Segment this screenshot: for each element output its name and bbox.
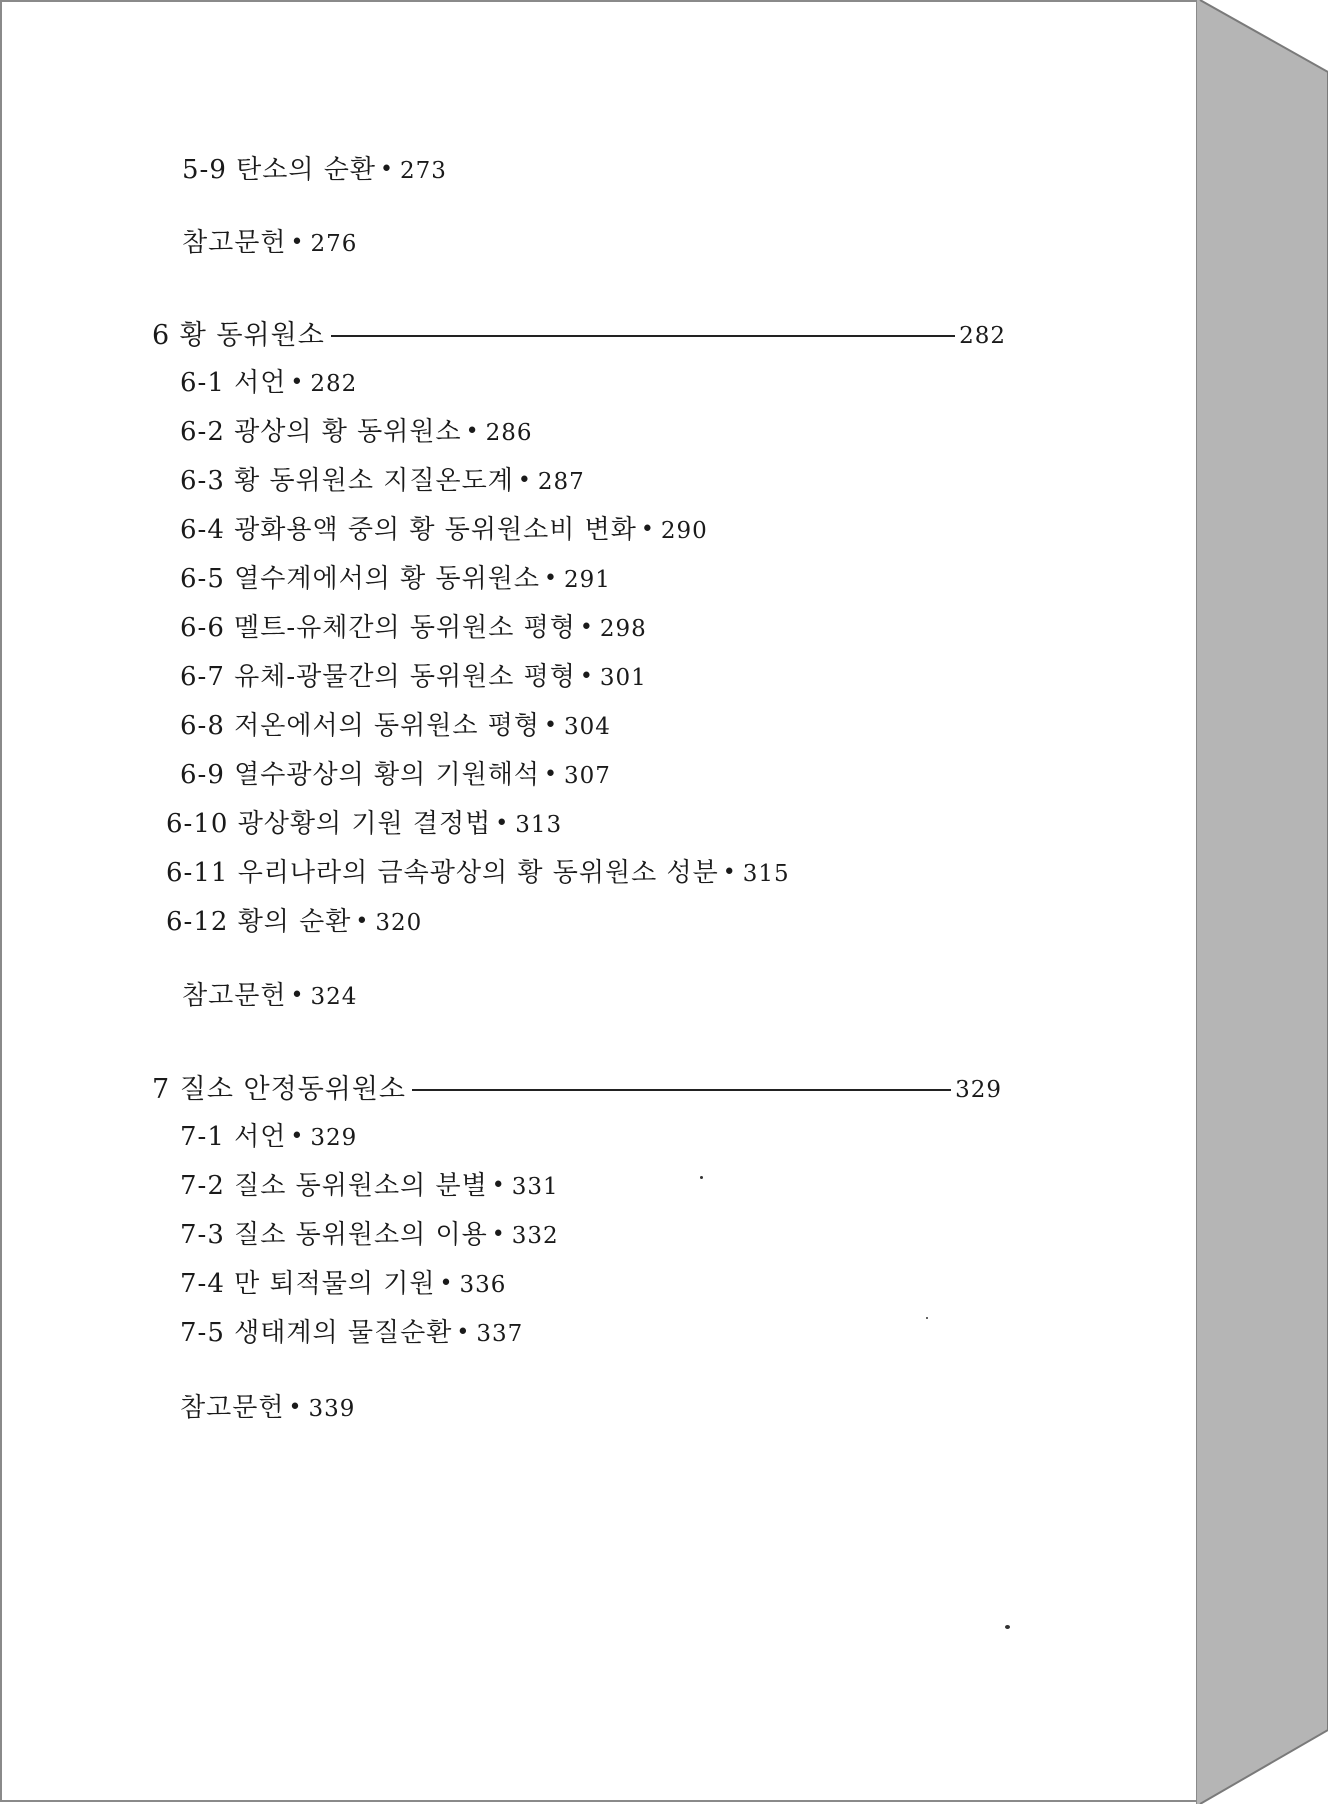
- toc-entry-6-5[interactable]: [180, 561, 611, 599]
- entry-number: 6-2: [180, 417, 225, 447]
- toc-entry-6-10[interactable]: [166, 806, 562, 844]
- chapter-title: 황 동위원소: [179, 320, 325, 351]
- entry-title: 황의 순환: [237, 907, 352, 937]
- entry-separator: •: [579, 664, 594, 689]
- entry-page: 324: [310, 984, 358, 1010]
- entry-separator: •: [290, 370, 305, 395]
- chapter-page: 282: [959, 323, 1006, 349]
- entry-separator: •: [495, 811, 510, 836]
- entry-number: 7-2: [180, 1171, 225, 1201]
- chapter-number: 7: [152, 1074, 171, 1105]
- entry-page: 276: [310, 231, 358, 257]
- entry-page: 336: [459, 1272, 507, 1298]
- toc-entry-6-2[interactable]: [180, 414, 533, 452]
- entry-title: 만 퇴적물의 기원: [234, 1269, 436, 1299]
- page-stack-edge: [1196, 0, 1328, 1804]
- entry-page: 290: [660, 518, 708, 544]
- leader-rule: [412, 1089, 951, 1091]
- entry-separator: •: [491, 1173, 506, 1198]
- entry-page: 286: [485, 420, 533, 446]
- entry-page: 287: [537, 469, 585, 495]
- entry-separator: •: [517, 468, 532, 493]
- entry-title: 유체-광물간의 동위원소 평형: [234, 662, 576, 692]
- entry-page: 337: [476, 1321, 524, 1347]
- entry-separator: •: [288, 1395, 303, 1420]
- entry-page: 339: [308, 1396, 356, 1422]
- entry-title: 참고문헌: [180, 1393, 285, 1423]
- entry-page: 331: [511, 1174, 559, 1200]
- toc-entry-7-3[interactable]: [180, 1217, 559, 1255]
- entry-separator: •: [579, 615, 594, 640]
- entry-title: 질소 동위원소의 이용: [234, 1220, 488, 1250]
- entry-number: 5-9: [182, 155, 227, 185]
- entry-title: 멜트-유체간의 동위원소 평형: [234, 613, 576, 643]
- entry-number: 6-11: [166, 858, 229, 888]
- entry-page: 313: [515, 812, 563, 838]
- entry-title: 서언: [234, 368, 287, 398]
- entry-separator: •: [290, 1124, 305, 1149]
- entry-title: 광상의 황 동위원소: [234, 417, 462, 447]
- entry-title: 열수광상의 황의 기원해석: [234, 760, 540, 790]
- toc-chapter-7[interactable]: [152, 1072, 1002, 1108]
- entry-page: 320: [375, 910, 423, 936]
- entry-number: 7-4: [180, 1269, 225, 1299]
- toc-entry-6-4[interactable]: [180, 512, 708, 550]
- toc-entry-7-5[interactable]: [180, 1315, 523, 1353]
- entry-page: 329: [310, 1125, 358, 1151]
- entry-title: 광상황의 기원 결정법: [237, 809, 492, 839]
- entry-page: 315: [742, 861, 790, 887]
- entry-page: 301: [599, 665, 647, 691]
- entry-title: 저온에서의 동위원소 평형: [234, 711, 540, 741]
- entry-title: 참고문헌: [182, 981, 287, 1011]
- chapter-number: 6: [152, 320, 171, 351]
- entry-title: 열수계에서의 황 동위원소: [234, 564, 540, 594]
- entry-number: 6-3: [180, 466, 225, 496]
- entry-separator: •: [456, 1320, 471, 1345]
- entry-number: 6-5: [180, 564, 225, 594]
- toc-entry-6-6[interactable]: [180, 610, 647, 648]
- entry-title: 황 동위원소 지질온도계: [234, 466, 514, 496]
- entry-separator: •: [290, 230, 305, 255]
- entry-separator: •: [543, 713, 558, 738]
- toc-entry-references-7[interactable]: [180, 1390, 355, 1428]
- toc-entry-6-12[interactable]: [166, 904, 422, 942]
- leader-rule: [331, 335, 955, 337]
- entry-number: 6-10: [166, 809, 229, 839]
- entry-title: 우리나라의 금속광상의 황 동위원소 성분: [237, 858, 719, 888]
- entry-separator: •: [491, 1222, 506, 1247]
- toc-entry-6-11[interactable]: [166, 855, 790, 893]
- toc-entry-6-1[interactable]: [180, 365, 357, 403]
- toc-entry-references-6[interactable]: [182, 978, 357, 1016]
- entry-separator: •: [355, 909, 370, 934]
- entry-separator: •: [290, 983, 305, 1008]
- entry-number: 7-1: [180, 1122, 225, 1152]
- entry-page: 298: [599, 616, 647, 642]
- entry-number: 6-4: [180, 515, 225, 545]
- entry-number: 6-9: [180, 760, 225, 790]
- entry-page: 304: [563, 714, 611, 740]
- entry-separator: •: [380, 157, 394, 182]
- toc-entry-7-1[interactable]: [180, 1119, 357, 1157]
- entry-title: 생태계의 물질순환: [234, 1318, 453, 1348]
- scan-speck: [926, 1317, 928, 1319]
- entry-separator: •: [439, 1271, 454, 1296]
- toc-entry-6-3[interactable]: [180, 463, 585, 501]
- entry-number: 6-7: [180, 662, 225, 692]
- entry-page: 307: [563, 763, 611, 789]
- entry-number: 7-3: [180, 1220, 225, 1250]
- entry-separator: •: [640, 517, 655, 542]
- chapter-title: 질소 안정동위원소: [179, 1074, 407, 1105]
- entry-number: 7-5: [180, 1318, 225, 1348]
- toc-entry-6-9[interactable]: [180, 757, 611, 795]
- entry-number: 6-12: [166, 907, 229, 937]
- toc-entry-7-2[interactable]: [180, 1168, 559, 1206]
- entry-number: 6-8: [180, 711, 225, 741]
- chapter-page: 329: [955, 1077, 1002, 1103]
- entry-title: 참고문헌: [182, 228, 287, 258]
- toc-entry-7-4[interactable]: [180, 1266, 506, 1304]
- scan-speck: [700, 1176, 703, 1179]
- entry-separator: •: [465, 419, 480, 444]
- toc-entry-6-8[interactable]: [180, 708, 611, 746]
- scan-speck: [1005, 1625, 1010, 1629]
- toc-chapter-6[interactable]: [152, 318, 1006, 354]
- entry-separator: •: [543, 566, 558, 591]
- entry-page: 282: [310, 371, 358, 397]
- toc-entry-references-5[interactable]: [182, 225, 357, 263]
- entry-page: 332: [511, 1223, 559, 1249]
- toc-entry-6-7[interactable]: [180, 659, 647, 697]
- entry-page: 273: [399, 158, 447, 184]
- entry-number: 6-1: [180, 368, 225, 398]
- entry-page: 291: [563, 567, 611, 593]
- entry-number: 6-6: [180, 613, 225, 643]
- entry-title: 질소 동위원소의 분별: [234, 1171, 488, 1201]
- entry-separator: •: [722, 860, 737, 885]
- entry-title: 탄소의 순환: [236, 155, 376, 185]
- toc-entry-5-9[interactable]: [182, 152, 447, 190]
- entry-title: 광화용액 중의 황 동위원소비 변화: [234, 515, 637, 545]
- entry-separator: •: [543, 762, 558, 787]
- entry-title: 서언: [234, 1122, 287, 1152]
